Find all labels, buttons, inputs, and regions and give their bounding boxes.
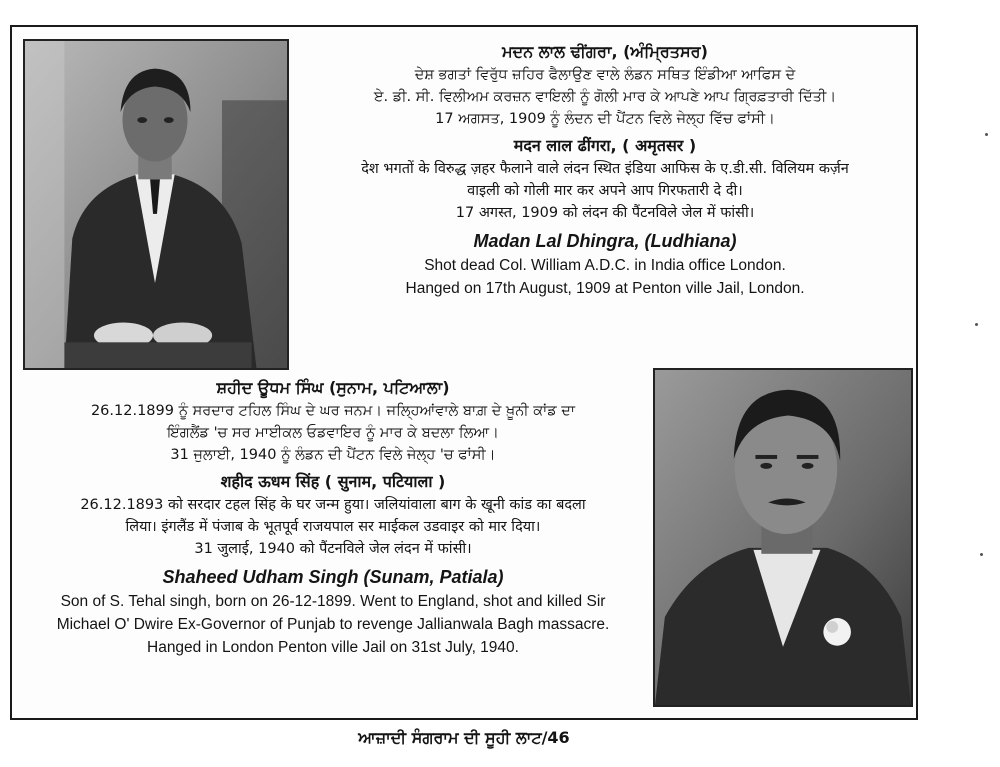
hindi-line: 31 जुलाई, 1940 को पैंटनविले जेल लंदन में फांसी। [194, 541, 472, 557]
madan-lal-dhingra-text [300, 40, 910, 300]
english-line: Hanged on 17th August, 1909 at Penton ville Jail, London. [405, 280, 805, 297]
punjabi-line: 31 ਜੁਲਾਈ, 1940 ਨੂੰ ਲੰਡਨ ਦੀ ਪੈਂਟਨ ਵਿਲੇ ਜੇਲ੍ਹ 'ਚ ਫਾਂਸੀ। [170, 447, 496, 463]
english-title: Madan Lal Dhingra, (Ludhiana) [473, 231, 737, 251]
hindi-line: 26.12.1893 को सरदार टहल सिंह के घर जन्म हुया। जलियांवाला बाग के खूनी कांड का बदला [80, 497, 586, 513]
english-title: Shaheed Udham Singh (Sunam, Patiala) [162, 567, 504, 587]
scan-speck [980, 553, 983, 556]
hindi-title: शहीद ऊधम सिंह ( सुनाम, पटियाला ) [220, 472, 446, 491]
punjabi-line: 17 ਅਗਸਤ, 1909 ਨੂੰ ਲੰਦਨ ਦੀ ਪੈਂਟਨ ਵਿਲੇ ਜੇਲ੍ਹ ਵਿੱਚ ਫਾਂਸੀ। [435, 111, 775, 127]
punjabi-title: ਸ਼ਹੀਦ ਊਧਮ ਸਿੰਘ (ਸੁਨਾਮ, ਪਟਿਆਲਾ) [216, 378, 450, 397]
hindi-line: वाइली को गोली मार कर अपने आप गिरफतारी दे दी। [467, 183, 743, 199]
hindi-line: लिया। इंगलैंड में पंजाब के भूतपूर्व राजयपाल सर माईकल उडवाइर को मार दिया। [125, 519, 541, 535]
portrait-udham-singh [653, 368, 913, 707]
portrait-madan-lal-dhingra [23, 39, 289, 370]
punjabi-line: ਏ. ਡੀ. ਸੀ. ਵਿਲੀਅਮ ਕਰਜ਼ਨ ਵਾਇਲੀ ਨੂੰ ਗੋਲੀ ਮਾਰ ਕੇ ਆਪਣੇ ਆਪ ਗ੍ਰਿਫ਼ਤਾਰੀ ਦਿੱਤੀ। [373, 89, 837, 105]
hindi-title: मदन लाल ढींगरा, ( अमृतसर ) [513, 136, 697, 155]
english-line: Shot dead Col. William A.D.C. in India office London. [424, 257, 786, 274]
punjabi-line: ਇੰਗਲੈਂਡ 'ਚ ਸਰ ਮਾਈਕਲ ਓਡਵਾਇਰ ਨੂੰ ਮਾਰ ਕੇ ਬਦਲਾ ਲਿਆ। [167, 425, 499, 441]
udham-singh-text [22, 376, 644, 659]
scan-speck [975, 323, 978, 326]
english-line: Hanged in London Penton ville Jail on 31st July, 1940. [147, 639, 519, 656]
english-line: Michael O' Dwire Ex-Governor of Punjab to revenge Jallianwala Bagh massacre. [56, 616, 610, 633]
hindi-line: देश भगतों के विरुद्ध ज़हर फैलाने वाले लंदन स्थित इंडिया आफिस के ए.डी.सी. विलियम कर्ज़न [361, 161, 849, 177]
hindi-line: 17 अगस्त, 1909 को लंदन की पैंटनविले जेल में फांसी। [455, 205, 755, 221]
scan-speck [985, 133, 988, 136]
page-footer: ਆਜ਼ਾਦੀ ਸੰਗਰਾਮ ਦੀ ਸੂਹੀ ਲਾਟ/46 [358, 728, 570, 747]
punjabi-title: ਮਦਨ ਲਾਲ ਢੀਂਗਰਾ, (ਅੰਮ੍ਰਿਤਸਰ) [502, 42, 708, 61]
english-line: Son of S. Tehal singh, born on 26-12-1899. Went to England, shot and killed Sir [60, 593, 606, 610]
punjabi-line: 26.12.1899 ਨੂੰ ਸਰਦਾਰ ਟਹਿਲ ਸਿੰਘ ਦੇ ਘਰ ਜਨਮ। ਜਲ੍ਹਿਆਂਵਾਲੇ ਬਾਗ਼ ਦੇ ਖ਼ੂਨੀ ਕਾਂਡ ਦਾ [90, 403, 576, 419]
punjabi-line: ਦੇਸ਼ ਭਗਤਾਂ ਵਿਰੁੱਧ ਜ਼ਹਿਰ ਫੈਲਾਉਣ ਵਾਲੇ ਲੰਡਨ ਸਥਿਤ ਇੰਡੀਆ ਆਫਿਸ ਦੇ [414, 67, 796, 83]
